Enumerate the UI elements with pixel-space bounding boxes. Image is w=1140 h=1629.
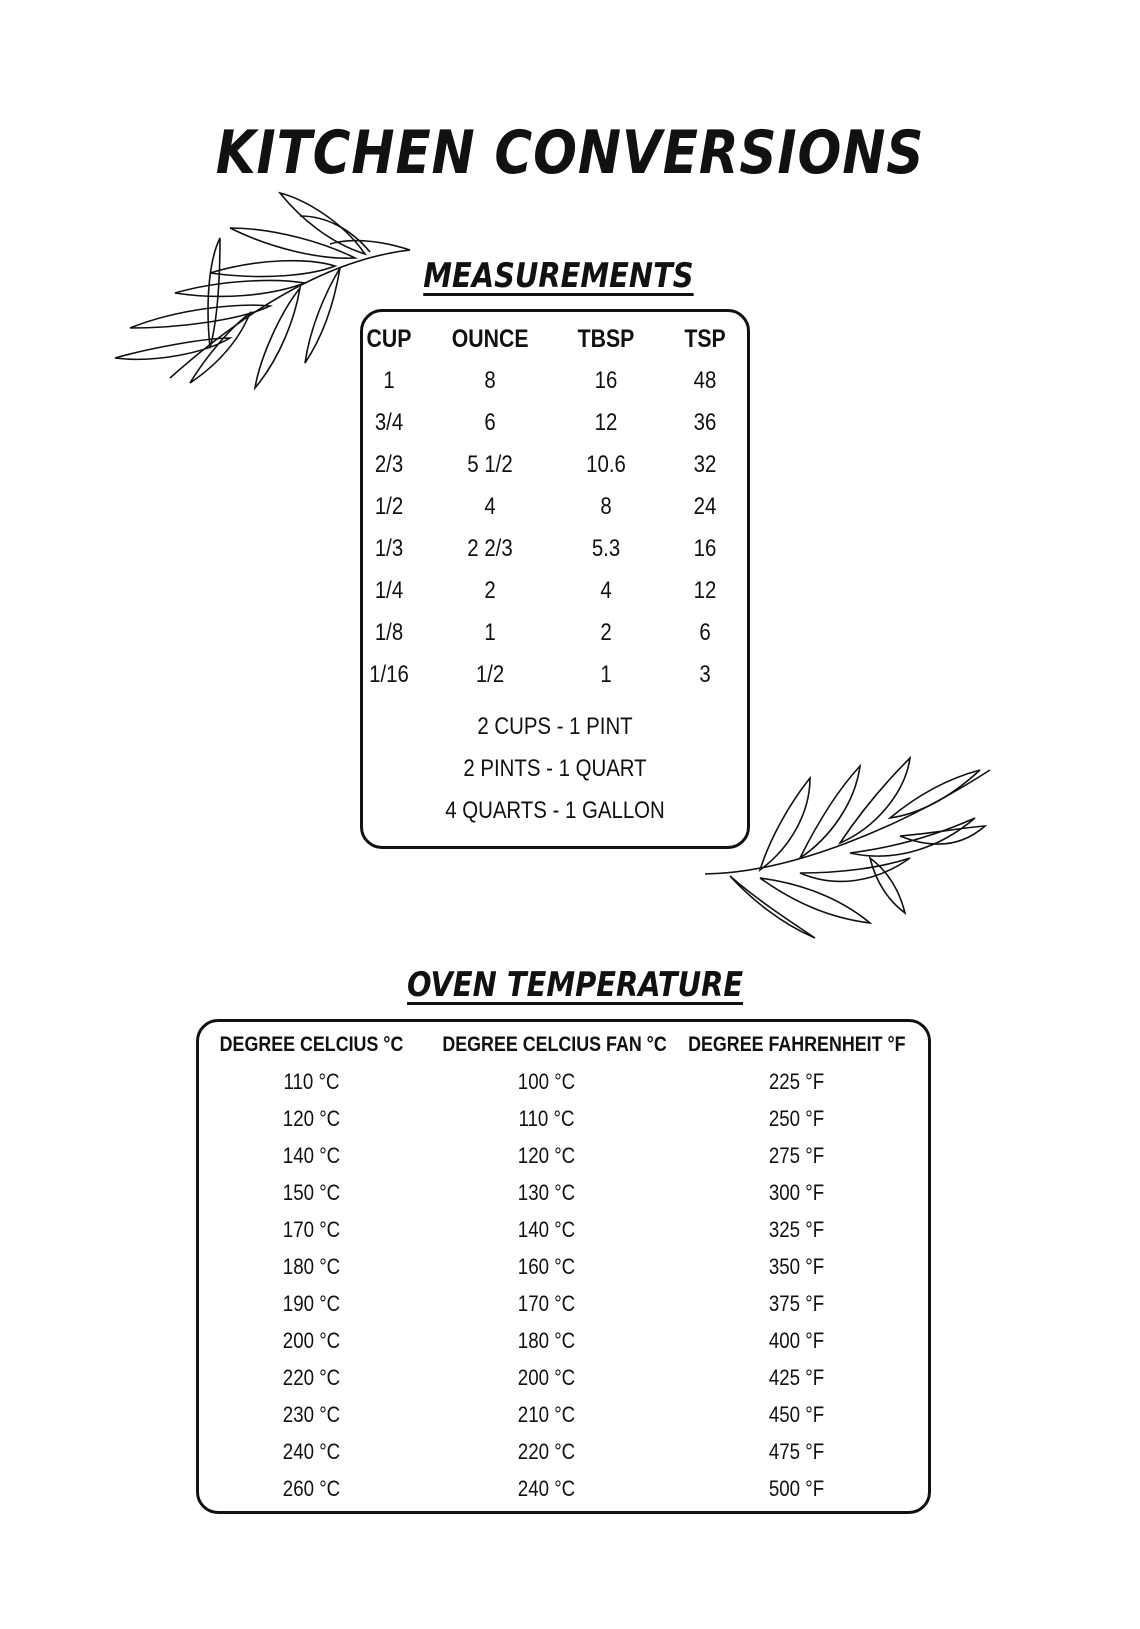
fahrenheit-cell: 400 °F (768, 1328, 825, 1353)
fahrenheit-cell: 275 °F (768, 1143, 825, 1168)
table-row (199, 1396, 928, 1433)
celcius-cell: 140 °C (282, 1143, 341, 1168)
table-row (363, 444, 747, 486)
header-celcius: DEGREE CELCIUS °C (219, 1033, 404, 1056)
table-row (363, 360, 747, 402)
header-fahrenheit: DEGREE FAHRENHEIT °F (688, 1033, 906, 1056)
fahrenheit-cell: 475 °F (768, 1439, 825, 1464)
tsp-cell: 16 (693, 535, 717, 562)
ounce-cell: 2 (484, 577, 496, 604)
conversion-note: 2 CUPS - 1 PINT (477, 713, 633, 740)
table-row (199, 1100, 928, 1137)
fahrenheit-cell: 225 °F (768, 1069, 825, 1094)
fahrenheit-cell: 425 °F (768, 1365, 825, 1390)
table-row (363, 570, 747, 612)
celcius-fan-cell: 120 °C (517, 1143, 576, 1168)
celcius-fan-cell: 210 °C (517, 1402, 576, 1427)
table-row (199, 1137, 928, 1174)
celcius-cell: 260 °C (282, 1476, 341, 1501)
table-row (199, 1322, 928, 1359)
ounce-cell: 1 (484, 619, 496, 646)
header-ounce: OUNCE (451, 325, 529, 353)
table-row (363, 528, 747, 570)
conversion-note: 2 PINTS - 1 QUART (463, 755, 647, 782)
celcius-fan-cell: 100 °C (517, 1069, 576, 1094)
fahrenheit-cell: 325 °F (768, 1217, 825, 1242)
tbsp-cell: 5.3 (591, 535, 621, 562)
cup-cell: 1/4 (374, 577, 404, 604)
celcius-cell: 240 °C (282, 1439, 341, 1464)
measurements-title: MEASUREMENTS (423, 256, 694, 296)
header-tsp: TSP (684, 325, 726, 353)
fahrenheit-cell: 450 °F (768, 1402, 825, 1427)
table-row (199, 1433, 928, 1470)
celcius-cell: 110 °C (283, 1069, 340, 1094)
cup-cell: 1/3 (374, 535, 404, 562)
page-title: KITCHEN CONVERSIONS (215, 118, 925, 188)
celcius-fan-cell: 170 °C (517, 1291, 576, 1316)
celcius-fan-cell: 130 °C (517, 1180, 576, 1205)
celcius-fan-cell: 180 °C (517, 1328, 576, 1353)
celcius-fan-cell: 240 °C (517, 1476, 576, 1501)
celcius-cell: 120 °C (282, 1106, 341, 1131)
celcius-fan-cell: 200 °C (517, 1365, 576, 1390)
tsp-cell: 32 (693, 451, 717, 478)
celcius-cell: 230 °C (282, 1402, 341, 1427)
tbsp-cell: 4 (600, 577, 612, 604)
celcius-fan-cell: 220 °C (517, 1439, 576, 1464)
tbsp-cell: 10.6 (586, 451, 626, 478)
table-row (199, 1359, 928, 1396)
cup-cell: 3/4 (374, 409, 404, 436)
cup-cell: 2/3 (374, 451, 404, 478)
table-row (363, 654, 747, 696)
tbsp-cell: 8 (600, 493, 612, 520)
cup-cell: 1/8 (374, 619, 404, 646)
table-row (199, 1285, 928, 1322)
fahrenheit-cell: 500 °F (768, 1476, 825, 1501)
tsp-cell: 24 (693, 493, 717, 520)
measurements-table (360, 309, 750, 849)
tbsp-cell: 12 (594, 409, 618, 436)
measurements-header-row (363, 318, 747, 360)
ounce-cell: 8 (484, 367, 496, 394)
table-row (199, 1174, 928, 1211)
tsp-cell: 12 (693, 577, 717, 604)
celcius-cell: 220 °C (282, 1365, 341, 1390)
header-tbsp: TBSP (577, 325, 635, 353)
table-row (199, 1063, 928, 1100)
celcius-fan-cell: 140 °C (517, 1217, 576, 1242)
tbsp-cell: 2 (600, 619, 612, 646)
table-row (199, 1211, 928, 1248)
ounce-cell: 1/2 (475, 661, 505, 688)
table-row (363, 612, 747, 654)
ounce-cell: 6 (484, 409, 496, 436)
fahrenheit-cell: 375 °F (768, 1291, 825, 1316)
table-row (363, 486, 747, 528)
oven-temperature-title: OVEN TEMPERATURE (407, 965, 744, 1005)
tbsp-cell: 16 (594, 367, 618, 394)
conversion-note: 4 QUARTS - 1 GALLON (445, 797, 665, 824)
ounce-cell: 2 2/3 (467, 535, 513, 562)
ounce-cell: 4 (484, 493, 496, 520)
header-cup: CUP (366, 325, 412, 353)
oven-temperature-table (196, 1019, 931, 1514)
ounce-cell: 5 1/2 (467, 451, 513, 478)
fahrenheit-cell: 300 °F (768, 1180, 825, 1205)
cup-cell: 1 (383, 367, 395, 394)
table-row (199, 1470, 928, 1507)
celcius-cell: 170 °C (282, 1217, 341, 1242)
table-row (199, 1248, 928, 1285)
celcius-cell: 180 °C (282, 1254, 341, 1279)
tsp-cell: 48 (693, 367, 717, 394)
celcius-fan-cell: 160 °C (517, 1254, 576, 1279)
cup-cell: 1/2 (374, 493, 404, 520)
celcius-fan-cell: 110 °C (518, 1106, 575, 1131)
header-celcius-fan: DEGREE CELCIUS FAN °C (442, 1033, 667, 1056)
table-row (363, 402, 747, 444)
oven-header-row (199, 1026, 928, 1063)
fahrenheit-cell: 250 °F (768, 1106, 825, 1131)
tsp-cell: 6 (699, 619, 711, 646)
tsp-cell: 36 (693, 409, 717, 436)
fahrenheit-cell: 350 °F (768, 1254, 825, 1279)
tbsp-cell: 1 (600, 661, 612, 688)
celcius-cell: 150 °C (282, 1180, 341, 1205)
celcius-cell: 190 °C (282, 1291, 341, 1316)
tsp-cell: 3 (699, 661, 711, 688)
cup-cell: 1/16 (369, 661, 409, 688)
celcius-cell: 200 °C (282, 1328, 341, 1353)
